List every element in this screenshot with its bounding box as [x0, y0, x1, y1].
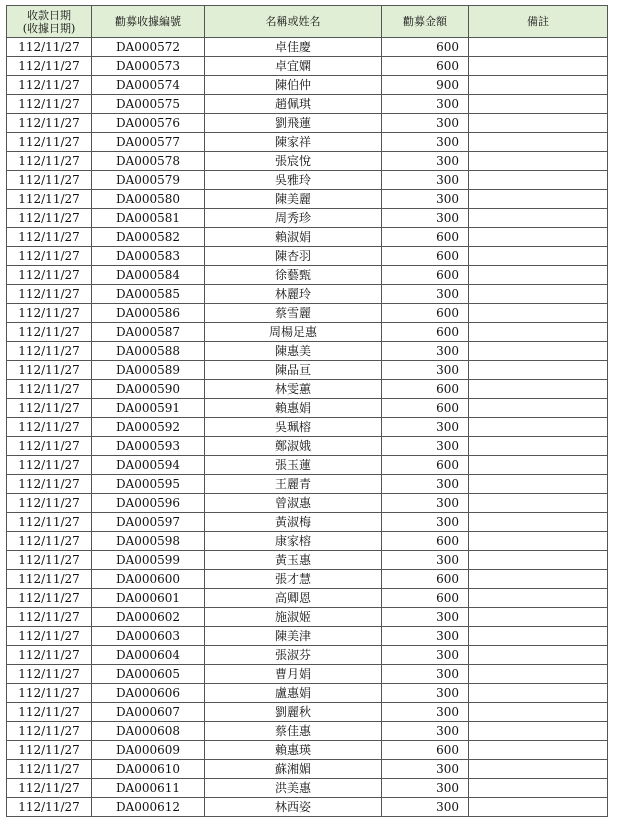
table-body — [7, 38, 608, 817]
table-row — [7, 589, 608, 608]
cell-date: 112/11/27 — [7, 171, 92, 190]
cell-receipt-no: DA000605 — [92, 665, 205, 684]
header-amount: 勸募金額 — [382, 6, 469, 38]
cell-date: 112/11/27 — [7, 741, 92, 760]
table-row — [7, 76, 608, 95]
table-row — [7, 57, 608, 76]
table-row — [7, 95, 608, 114]
cell-name: 吳珮榕 — [205, 418, 382, 437]
cell-amount: 300 — [382, 646, 469, 665]
cell-receipt-no: DA000586 — [92, 304, 205, 323]
cell-amount: 300 — [382, 190, 469, 209]
cell-receipt-no: DA000574 — [92, 76, 205, 95]
cell-note — [469, 532, 608, 551]
cell-amount: 300 — [382, 684, 469, 703]
cell-receipt-no: DA000581 — [92, 209, 205, 228]
cell-name: 盧惠娟 — [205, 684, 382, 703]
cell-amount: 600 — [382, 247, 469, 266]
cell-amount: 300 — [382, 798, 469, 817]
cell-date: 112/11/27 — [7, 209, 92, 228]
cell-receipt-no: DA000576 — [92, 114, 205, 133]
cell-amount: 600 — [382, 266, 469, 285]
table-row — [7, 703, 608, 722]
cell-receipt-no: DA000595 — [92, 475, 205, 494]
cell-name: 周楊足惠 — [205, 323, 382, 342]
cell-receipt-no: DA000579 — [92, 171, 205, 190]
table-row — [7, 798, 608, 817]
table-row — [7, 399, 608, 418]
cell-name: 林西姿 — [205, 798, 382, 817]
cell-note — [469, 209, 608, 228]
cell-receipt-no: DA000583 — [92, 247, 205, 266]
cell-amount: 600 — [382, 399, 469, 418]
cell-receipt-no: DA000607 — [92, 703, 205, 722]
cell-name: 施淑姬 — [205, 608, 382, 627]
cell-note — [469, 703, 608, 722]
cell-note — [469, 722, 608, 741]
table-row — [7, 380, 608, 399]
cell-amount: 300 — [382, 418, 469, 437]
cell-amount: 300 — [382, 551, 469, 570]
cell-name: 曾淑惠 — [205, 494, 382, 513]
cell-date: 112/11/27 — [7, 133, 92, 152]
cell-note — [469, 171, 608, 190]
cell-name: 蔡雪麗 — [205, 304, 382, 323]
cell-date: 112/11/27 — [7, 323, 92, 342]
cell-date: 112/11/27 — [7, 418, 92, 437]
cell-amount: 300 — [382, 152, 469, 171]
table-row — [7, 741, 608, 760]
header-name: 名稱或姓名 — [205, 6, 382, 38]
cell-date: 112/11/27 — [7, 589, 92, 608]
header-date-line1: 收款日期 — [27, 8, 71, 22]
cell-amount: 300 — [382, 513, 469, 532]
cell-amount: 300 — [382, 437, 469, 456]
donation-table — [6, 5, 608, 817]
cell-amount: 300 — [382, 342, 469, 361]
cell-amount: 300 — [382, 703, 469, 722]
cell-amount: 300 — [382, 722, 469, 741]
cell-amount: 300 — [382, 114, 469, 133]
cell-note — [469, 266, 608, 285]
cell-name: 賴淑娟 — [205, 228, 382, 247]
cell-date: 112/11/27 — [7, 703, 92, 722]
cell-name: 蘇湘媚 — [205, 760, 382, 779]
table-row — [7, 760, 608, 779]
cell-name: 林麗玲 — [205, 285, 382, 304]
header-row — [7, 6, 608, 38]
table-row — [7, 171, 608, 190]
table-row — [7, 665, 608, 684]
cell-amount: 600 — [382, 57, 469, 76]
cell-amount: 600 — [382, 589, 469, 608]
cell-date: 112/11/27 — [7, 722, 92, 741]
cell-name: 曹月娟 — [205, 665, 382, 684]
cell-name: 張宸悅 — [205, 152, 382, 171]
cell-note — [469, 456, 608, 475]
cell-name: 黃玉惠 — [205, 551, 382, 570]
cell-receipt-no: DA000575 — [92, 95, 205, 114]
cell-receipt-no: DA000572 — [92, 38, 205, 57]
table-row — [7, 532, 608, 551]
table-row — [7, 513, 608, 532]
cell-note — [469, 95, 608, 114]
cell-date: 112/11/27 — [7, 532, 92, 551]
cell-name: 高卿恩 — [205, 589, 382, 608]
cell-date: 112/11/27 — [7, 95, 92, 114]
cell-receipt-no: DA000599 — [92, 551, 205, 570]
cell-date: 112/11/27 — [7, 513, 92, 532]
table-row — [7, 608, 608, 627]
cell-date: 112/11/27 — [7, 361, 92, 380]
cell-name: 陳伯仲 — [205, 76, 382, 95]
cell-receipt-no: DA000588 — [92, 342, 205, 361]
cell-receipt-no: DA000612 — [92, 798, 205, 817]
cell-amount: 300 — [382, 779, 469, 798]
cell-date: 112/11/27 — [7, 152, 92, 171]
cell-amount: 300 — [382, 361, 469, 380]
cell-date: 112/11/27 — [7, 38, 92, 57]
table-row — [7, 285, 608, 304]
cell-note — [469, 589, 608, 608]
cell-receipt-no: DA000601 — [92, 589, 205, 608]
cell-name: 洪美惠 — [205, 779, 382, 798]
cell-receipt-no: DA000584 — [92, 266, 205, 285]
cell-name: 徐藝甄 — [205, 266, 382, 285]
cell-date: 112/11/27 — [7, 247, 92, 266]
cell-note — [469, 608, 608, 627]
cell-date: 112/11/27 — [7, 646, 92, 665]
cell-name: 王麗青 — [205, 475, 382, 494]
cell-date: 112/11/27 — [7, 190, 92, 209]
cell-name: 陳杏羽 — [205, 247, 382, 266]
cell-date: 112/11/27 — [7, 551, 92, 570]
cell-amount: 300 — [382, 209, 469, 228]
cell-date: 112/11/27 — [7, 760, 92, 779]
cell-name: 劉飛蓮 — [205, 114, 382, 133]
cell-amount: 600 — [382, 380, 469, 399]
cell-receipt-no: DA000587 — [92, 323, 205, 342]
table-row — [7, 342, 608, 361]
cell-date: 112/11/27 — [7, 570, 92, 589]
cell-note — [469, 646, 608, 665]
table-row — [7, 190, 608, 209]
cell-date: 112/11/27 — [7, 76, 92, 95]
table-row — [7, 304, 608, 323]
cell-amount: 300 — [382, 95, 469, 114]
cell-name: 張才慧 — [205, 570, 382, 589]
cell-receipt-no: DA000582 — [92, 228, 205, 247]
cell-date: 112/11/27 — [7, 114, 92, 133]
cell-amount: 600 — [382, 570, 469, 589]
cell-note — [469, 684, 608, 703]
cell-date: 112/11/27 — [7, 627, 92, 646]
table-row — [7, 456, 608, 475]
header-date-line2: (收據日期) — [22, 21, 76, 35]
cell-date: 112/11/27 — [7, 342, 92, 361]
cell-date: 112/11/27 — [7, 266, 92, 285]
cell-note — [469, 494, 608, 513]
cell-receipt-no: DA000598 — [92, 532, 205, 551]
cell-amount: 300 — [382, 627, 469, 646]
cell-receipt-no: DA000593 — [92, 437, 205, 456]
cell-note — [469, 342, 608, 361]
cell-amount: 600 — [382, 228, 469, 247]
table-header — [7, 6, 608, 38]
cell-note — [469, 133, 608, 152]
table-row — [7, 779, 608, 798]
cell-name: 卓佳慶 — [205, 38, 382, 57]
cell-name: 卓宜嫻 — [205, 57, 382, 76]
cell-date: 112/11/27 — [7, 304, 92, 323]
cell-receipt-no: DA000589 — [92, 361, 205, 380]
table-row — [7, 152, 608, 171]
cell-name: 張淑芬 — [205, 646, 382, 665]
cell-date: 112/11/27 — [7, 684, 92, 703]
header-receipt-no: 勸募收據編號 — [92, 6, 205, 38]
table-row — [7, 209, 608, 228]
cell-date: 112/11/27 — [7, 798, 92, 817]
cell-name: 黃淑梅 — [205, 513, 382, 532]
cell-note — [469, 190, 608, 209]
table-row — [7, 551, 608, 570]
cell-receipt-no: DA000597 — [92, 513, 205, 532]
table-row — [7, 494, 608, 513]
table-row — [7, 722, 608, 741]
cell-name: 劉麗秋 — [205, 703, 382, 722]
cell-name: 陳家祥 — [205, 133, 382, 152]
cell-amount: 600 — [382, 741, 469, 760]
cell-receipt-no: DA000573 — [92, 57, 205, 76]
cell-receipt-no: DA000585 — [92, 285, 205, 304]
table-row — [7, 646, 608, 665]
cell-date: 112/11/27 — [7, 437, 92, 456]
cell-name: 趙佩琪 — [205, 95, 382, 114]
cell-name: 林雯蕙 — [205, 380, 382, 399]
table-row — [7, 266, 608, 285]
cell-name: 周秀珍 — [205, 209, 382, 228]
cell-receipt-no: DA000580 — [92, 190, 205, 209]
cell-note — [469, 779, 608, 798]
cell-note — [469, 665, 608, 684]
cell-amount: 300 — [382, 285, 469, 304]
cell-receipt-no: DA000609 — [92, 741, 205, 760]
cell-note — [469, 513, 608, 532]
cell-name: 賴惠娟 — [205, 399, 382, 418]
table-row — [7, 684, 608, 703]
cell-receipt-no: DA000611 — [92, 779, 205, 798]
cell-note — [469, 285, 608, 304]
cell-note — [469, 570, 608, 589]
cell-receipt-no: DA000602 — [92, 608, 205, 627]
cell-amount: 300 — [382, 494, 469, 513]
cell-date: 112/11/27 — [7, 456, 92, 475]
table-row — [7, 475, 608, 494]
cell-date: 112/11/27 — [7, 494, 92, 513]
cell-receipt-no: DA000600 — [92, 570, 205, 589]
cell-date: 112/11/27 — [7, 475, 92, 494]
cell-amount: 600 — [382, 532, 469, 551]
cell-note — [469, 152, 608, 171]
cell-date: 112/11/27 — [7, 380, 92, 399]
cell-note — [469, 304, 608, 323]
table-row — [7, 228, 608, 247]
table-row — [7, 133, 608, 152]
cell-amount: 300 — [382, 171, 469, 190]
cell-date: 112/11/27 — [7, 57, 92, 76]
cell-amount: 300 — [382, 665, 469, 684]
cell-receipt-no: DA000590 — [92, 380, 205, 399]
cell-date: 112/11/27 — [7, 779, 92, 798]
cell-date: 112/11/27 — [7, 285, 92, 304]
cell-receipt-no: DA000610 — [92, 760, 205, 779]
cell-note — [469, 361, 608, 380]
cell-receipt-no: DA000591 — [92, 399, 205, 418]
cell-receipt-no: DA000592 — [92, 418, 205, 437]
cell-receipt-no: DA000606 — [92, 684, 205, 703]
cell-receipt-no: DA000604 — [92, 646, 205, 665]
cell-name: 陳美麗 — [205, 190, 382, 209]
cell-name: 陳美津 — [205, 627, 382, 646]
cell-note — [469, 114, 608, 133]
table-row — [7, 361, 608, 380]
cell-amount: 300 — [382, 760, 469, 779]
table-row — [7, 437, 608, 456]
cell-note — [469, 798, 608, 817]
cell-name: 賴惠瑛 — [205, 741, 382, 760]
cell-receipt-no: DA000578 — [92, 152, 205, 171]
cell-date: 112/11/27 — [7, 665, 92, 684]
cell-amount: 300 — [382, 608, 469, 627]
cell-note — [469, 418, 608, 437]
cell-note — [469, 57, 608, 76]
table-row — [7, 247, 608, 266]
cell-note — [469, 247, 608, 266]
cell-note — [469, 399, 608, 418]
table-row — [7, 38, 608, 57]
table-row — [7, 114, 608, 133]
cell-note — [469, 551, 608, 570]
cell-name: 蔡佳惠 — [205, 722, 382, 741]
header-date — [7, 6, 92, 38]
cell-receipt-no: DA000603 — [92, 627, 205, 646]
cell-date: 112/11/27 — [7, 399, 92, 418]
cell-note — [469, 627, 608, 646]
cell-name: 張玉蓮 — [205, 456, 382, 475]
cell-date: 112/11/27 — [7, 608, 92, 627]
cell-note — [469, 437, 608, 456]
table-row — [7, 627, 608, 646]
table-row — [7, 570, 608, 589]
cell-amount: 600 — [382, 456, 469, 475]
cell-amount: 300 — [382, 475, 469, 494]
cell-note — [469, 323, 608, 342]
cell-amount: 600 — [382, 304, 469, 323]
cell-receipt-no: DA000608 — [92, 722, 205, 741]
cell-name: 鄭淑娥 — [205, 437, 382, 456]
header-note: 備註 — [469, 6, 608, 38]
cell-amount: 900 — [382, 76, 469, 95]
cell-amount: 300 — [382, 133, 469, 152]
cell-date: 112/11/27 — [7, 228, 92, 247]
cell-name: 陳品亘 — [205, 361, 382, 380]
cell-note — [469, 475, 608, 494]
cell-note — [469, 228, 608, 247]
cell-receipt-no: DA000596 — [92, 494, 205, 513]
cell-amount: 600 — [382, 323, 469, 342]
cell-name: 康家榕 — [205, 532, 382, 551]
cell-note — [469, 760, 608, 779]
cell-amount: 600 — [382, 38, 469, 57]
cell-name: 吳雅玲 — [205, 171, 382, 190]
cell-name: 陳惠美 — [205, 342, 382, 361]
cell-note — [469, 76, 608, 95]
table-row — [7, 418, 608, 437]
table-row — [7, 323, 608, 342]
cell-note — [469, 741, 608, 760]
cell-receipt-no: DA000594 — [92, 456, 205, 475]
cell-receipt-no: DA000577 — [92, 133, 205, 152]
cell-note — [469, 38, 608, 57]
cell-note — [469, 380, 608, 399]
